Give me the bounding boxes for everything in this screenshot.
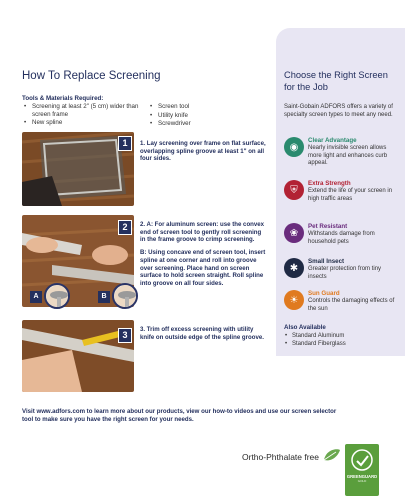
list-item: • New spline xyxy=(22,119,142,127)
requirements-list-right xyxy=(148,103,258,129)
eye-icon: ◉ xyxy=(284,137,304,157)
sidebar-title: Choose the Right Screen for the Job xyxy=(284,70,388,92)
step-1-instruction: 1. Lay screening over frame on flat surface, overlapping spline groove at least 1" on all four sides. xyxy=(140,140,266,163)
feature-desc: Extend the life of your screen in high traffic areas xyxy=(308,188,393,202)
step-2b-detail-image xyxy=(112,283,138,309)
paw-icon: ❀ xyxy=(284,223,304,243)
list-item: • Screwdriver xyxy=(148,120,258,128)
step-3-text xyxy=(140,326,268,346)
step-2b-instruction: B: Using concave end of screen tool, insert spline at one corner and roll into groove over screening. Place hand on screen surface to hold screen straight. Roll spline into groove on all four sides. xyxy=(140,249,266,287)
step-2b-label: B xyxy=(98,291,110,303)
requirements-list-left xyxy=(22,103,142,128)
step-2-text xyxy=(140,221,268,293)
list-item: • Standard Aluminum xyxy=(284,333,346,341)
step-2a-detail-image xyxy=(44,283,70,309)
also-available-heading: Also Available xyxy=(284,324,326,331)
also-available-list xyxy=(284,333,346,348)
step-1-text xyxy=(140,140,268,168)
list-item: • Screening at least 2" (5 cm) wider than screen frame xyxy=(22,103,142,118)
page-title: How To Replace Screening xyxy=(22,70,161,82)
step-1-number: 1 xyxy=(118,136,132,151)
requirements-heading: Tools & Materials Required: xyxy=(22,95,104,102)
list-item: • Utility knife xyxy=(148,112,258,120)
feature-title: Clear Advantage xyxy=(308,137,357,144)
feature-title: Sun Guard xyxy=(308,290,340,297)
list-item: • Screen tool xyxy=(148,103,258,111)
feature-desc: Withstands damage from household pets xyxy=(308,231,375,245)
sidebar-intro: Saint-Gobain ADFORS offers a variety of specialty screen types to meet any need. xyxy=(284,104,393,118)
shield-icon: ⛨ xyxy=(284,180,304,200)
footer-text: Visit www.adfors.com to learn more about our products, view our how-to videos and use our screen selector tool to make sure you have the right screen for your needs. xyxy=(22,408,337,423)
sun-icon: ☀ xyxy=(284,290,304,310)
greenguard-badge xyxy=(345,444,379,496)
greenguard-label: GREENGUARD xyxy=(346,474,378,479)
feature-title: Extra Strength xyxy=(308,180,351,187)
step-2a-label: A xyxy=(30,291,42,303)
leaf-icon xyxy=(322,448,342,467)
list-item: • Standard Fiberglass xyxy=(284,341,346,349)
feature-title: Small Insect xyxy=(308,258,345,265)
step-3-instruction: 3. Trim off excess screening with utility knife on outside edge of the spline groove. xyxy=(140,326,264,341)
step-2a-instruction: 2. A: For aluminum screen: use the convex end of screen tool to gently roll screening in the frame groove to crimp screening. xyxy=(140,221,265,244)
greenguard-sub-label: GOLD xyxy=(357,479,367,483)
greenguard-logo-icon xyxy=(345,446,379,474)
feature-title: Pet Resistant xyxy=(308,223,348,230)
feature-desc: Controls the damaging effects of the sun xyxy=(308,298,395,312)
insect-icon: ✱ xyxy=(284,258,304,278)
phthalate-free-label: Ortho-Phthalate free xyxy=(242,452,320,462)
step-3-number: 3 xyxy=(118,328,132,343)
step-2-number: 2 xyxy=(118,220,132,235)
feature-desc: Greater protection from tiny insects xyxy=(308,266,382,280)
feature-desc: Nearly invisible screen allows more light and enhances curb appeal. xyxy=(308,145,388,166)
